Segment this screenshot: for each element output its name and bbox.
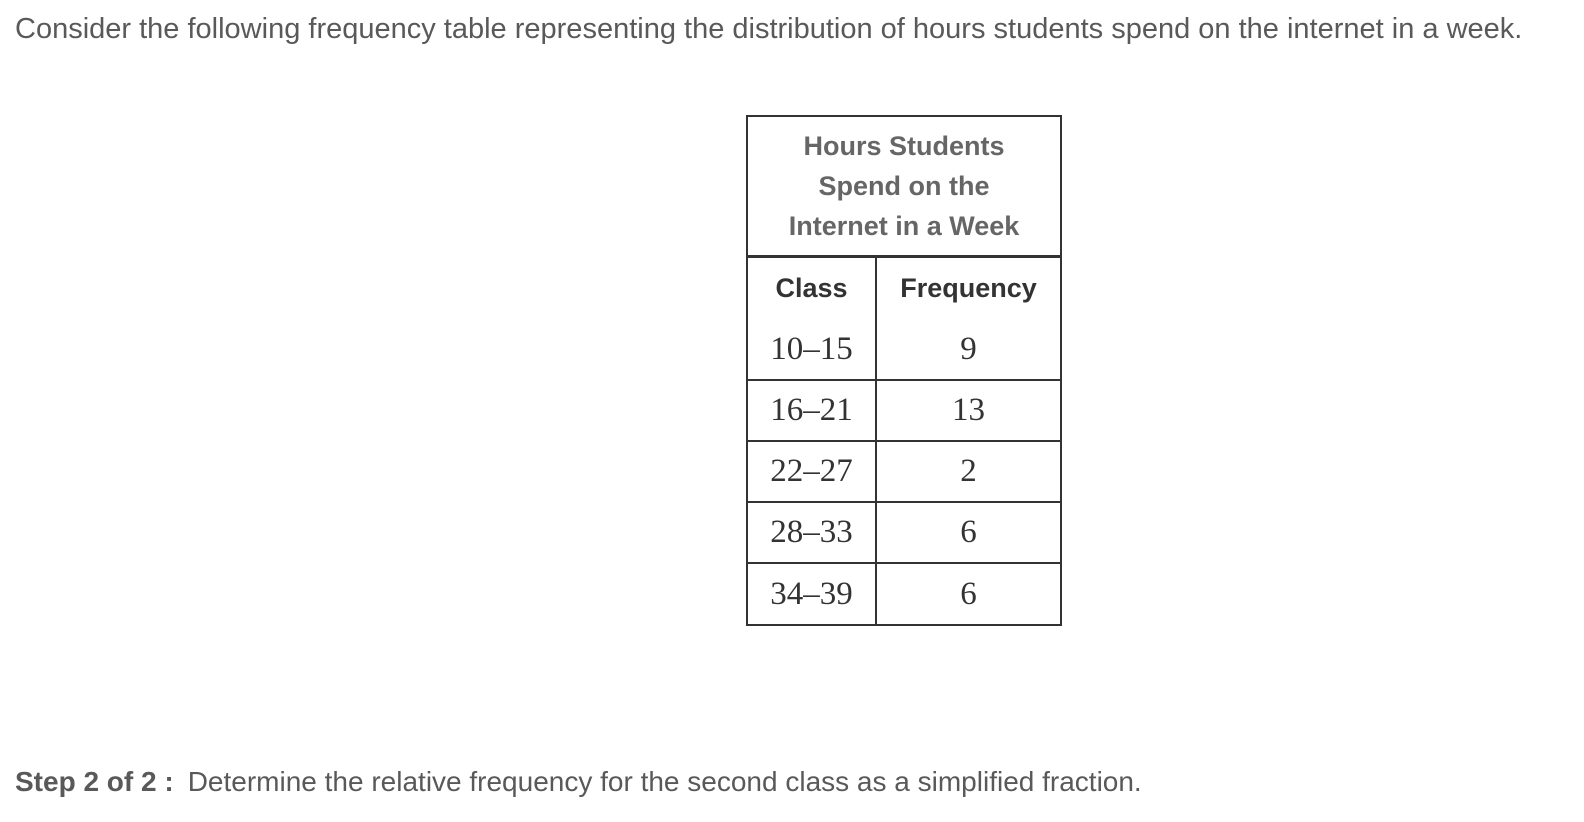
header-row (748, 258, 1060, 319)
step-text: Determine the relative frequency for the second class as a simplified fraction. (187, 766, 1142, 797)
problem-intro: Consider the following frequency table representing the distribution of hours students spend on the internet in a week. (15, 13, 1523, 45)
step-instruction (15, 763, 1142, 801)
table-title (748, 117, 1060, 258)
frequency-cell: 6 (876, 502, 1060, 563)
frequency-cell: 9 (876, 319, 1060, 380)
table-row (748, 502, 1060, 563)
frequency-cell: 2 (876, 441, 1060, 502)
frequency-cell: 13 (876, 380, 1060, 441)
class-cell: 28–33 (748, 502, 876, 563)
table-row (748, 319, 1060, 380)
class-cell: 16–21 (748, 380, 876, 441)
frequency-grid (748, 258, 1060, 624)
table-row (748, 441, 1060, 502)
table-title-line: Internet in a Week (788, 211, 1020, 241)
column-header-class: Class (748, 258, 876, 319)
frequency-table (746, 115, 1062, 626)
step-label: Step 2 of 2 : (15, 766, 174, 797)
table-title-line: Spend on the (818, 171, 990, 201)
class-cell: 22–27 (748, 441, 876, 502)
table-title-line: Hours Students (803, 131, 1005, 161)
table-row (748, 380, 1060, 441)
class-cell: 34–39 (748, 563, 876, 624)
column-header-frequency: Frequency (900, 273, 1037, 303)
table-row (748, 563, 1060, 624)
frequency-cell: 6 (960, 575, 977, 612)
class-cell: 10–15 (748, 319, 876, 380)
